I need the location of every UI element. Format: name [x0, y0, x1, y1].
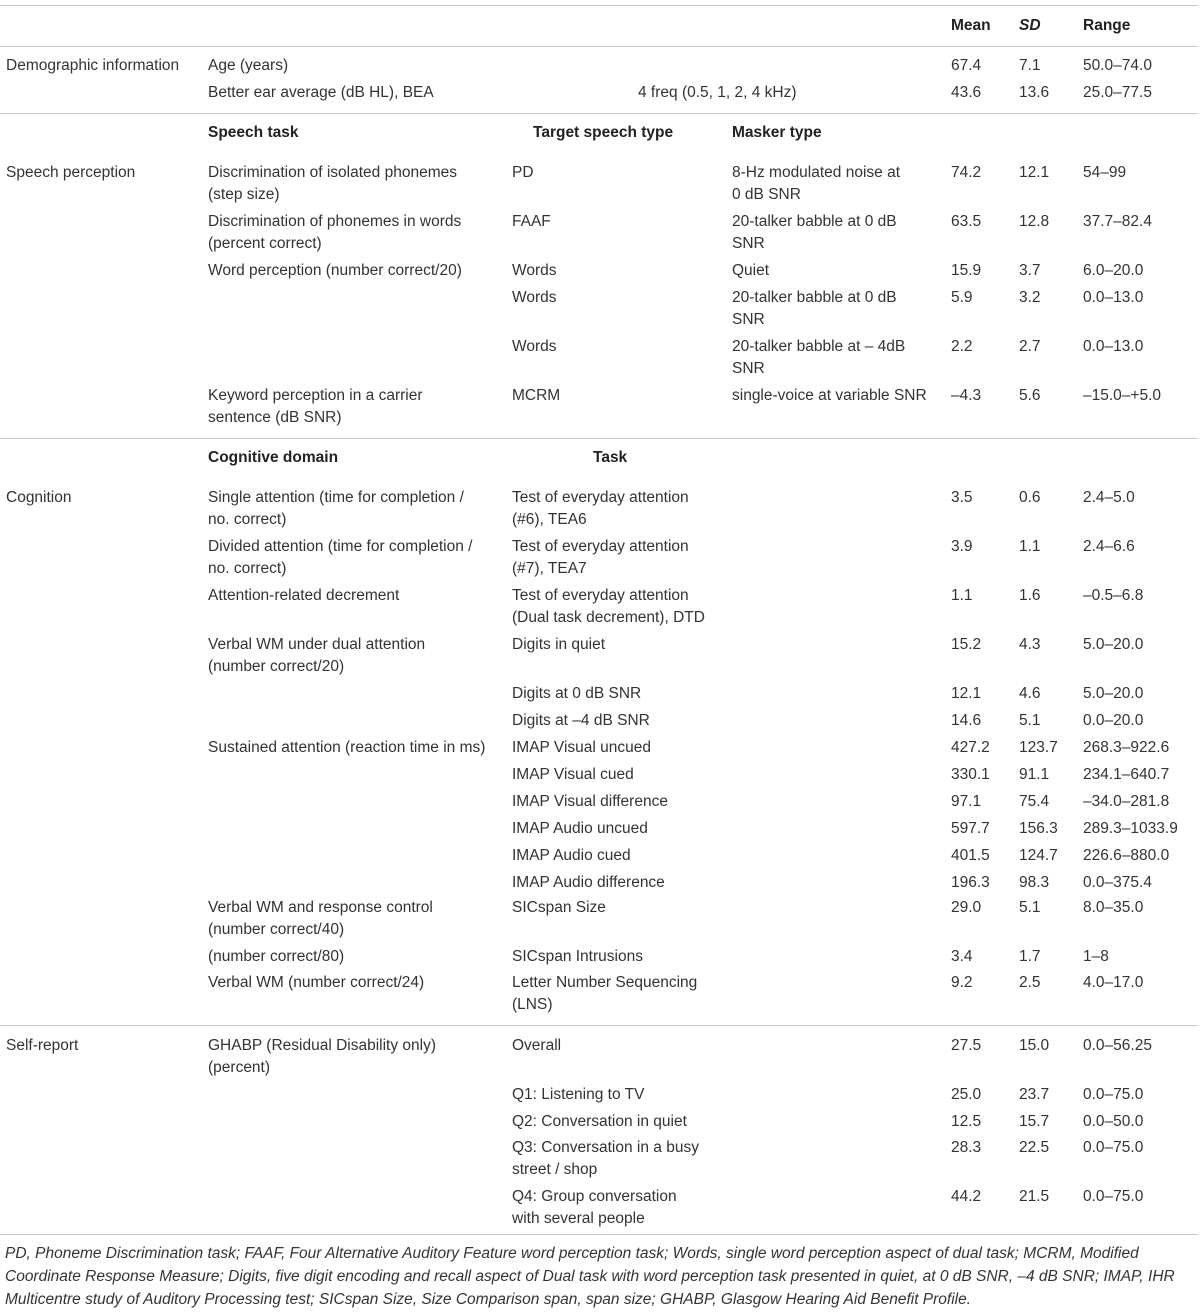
- cell-task: SICspan Size: [512, 899, 606, 916]
- cell-cognitive-domain: (number correct/20): [208, 658, 345, 675]
- cell-mean: 29.0: [951, 899, 982, 916]
- cell-range: 6.0–20.0: [1083, 262, 1144, 279]
- cell-range: 5.0–20.0: [1083, 685, 1144, 702]
- cell-range: 0.0–75.0: [1083, 1139, 1144, 1156]
- cell-sd: 15.0: [1019, 1037, 1050, 1054]
- cell-sd: 1.7: [1019, 948, 1041, 965]
- cell-mean: 15.9: [951, 262, 982, 279]
- cell-task: street / shop: [512, 1161, 598, 1178]
- cell-mean: 3.4: [951, 948, 973, 965]
- cell-masker-type: 20-talker babble at – 4dB: [732, 338, 906, 355]
- cell-sd: 156.3: [1019, 820, 1058, 837]
- cell-masker-type: 20-talker babble at 0 dB: [732, 289, 897, 306]
- cell-mean: 28.3: [951, 1139, 982, 1156]
- cell-speech-task: (step size): [208, 186, 280, 203]
- cell-sd: 4.6: [1019, 685, 1041, 702]
- cell-mean: 427.2: [951, 739, 990, 756]
- column-header-mean: Mean: [951, 17, 991, 34]
- cell-task: (#6), TEA6: [512, 511, 587, 528]
- cell-mean: 63.5: [951, 213, 982, 230]
- cell-task: IMAP Audio uncued: [512, 820, 648, 837]
- cell-mean: 597.7: [951, 820, 990, 837]
- cell-mean: 196.3: [951, 874, 990, 891]
- section-rule: [0, 113, 1198, 114]
- cell-mean: 12.1: [951, 685, 982, 702]
- cell-cognitive-domain: Verbal WM and response control: [208, 899, 433, 916]
- cell-cognitive-domain: no. correct): [208, 560, 287, 577]
- cell-sd: 5.1: [1019, 712, 1041, 729]
- cell-masker-type: SNR: [732, 235, 765, 252]
- cell-range: 37.7–82.4: [1083, 213, 1152, 230]
- cell-mean: 97.1: [951, 793, 982, 810]
- cell-range: 5.0–20.0: [1083, 636, 1144, 653]
- cell-sd: 12.1: [1019, 164, 1050, 181]
- cell-mean: –4.3: [951, 387, 982, 404]
- cell-range: –15.0–+5.0: [1083, 387, 1162, 404]
- cell-speech-task: Discrimination of phonemes in words: [208, 213, 462, 230]
- cell-range: 2.4–5.0: [1083, 489, 1135, 506]
- cell-mean: 44.2: [951, 1188, 982, 1205]
- cell-task: SICspan Intrusions: [512, 948, 643, 965]
- cell-mean: 25.0: [951, 1086, 982, 1103]
- cell-range: 54–99: [1083, 164, 1127, 181]
- cell-range: 0.0–13.0: [1083, 289, 1144, 306]
- cell-cognitive-domain: Verbal WM under dual attention: [208, 636, 426, 653]
- cell-task: IMAP Audio difference: [512, 874, 665, 891]
- section-self-report: Self-report: [6, 1037, 79, 1054]
- cell-task: Q2: Conversation in quiet: [512, 1113, 687, 1130]
- section-demographic: Demographic information: [6, 57, 180, 74]
- cell-task: (Dual task decrement), DTD: [512, 609, 705, 626]
- cell-sd: 12.8: [1019, 213, 1050, 230]
- cell-cognitive-domain: Attention-related decrement: [208, 587, 400, 604]
- cell-masker-type: 20-talker babble at 0 dB: [732, 213, 897, 230]
- cell-mean: 3.5: [951, 489, 973, 506]
- cell-speech-task: sentence (dB SNR): [208, 409, 342, 426]
- cell-sd: 4.3: [1019, 636, 1041, 653]
- cell-sd: 1.6: [1019, 587, 1041, 604]
- cell-cognitive-domain: GHABP (Residual Disability only): [208, 1037, 436, 1054]
- bea-sd: 13.6: [1019, 84, 1050, 101]
- cell-mean: 330.1: [951, 766, 990, 783]
- cell-task: IMAP Visual uncued: [512, 739, 652, 756]
- cell-cognitive-domain: (number correct/40): [208, 921, 345, 938]
- cell-masker-type: SNR: [732, 311, 765, 328]
- cell-mean: 1.1: [951, 587, 973, 604]
- cell-cognitive-domain: no. correct): [208, 511, 287, 528]
- cell-range: 234.1–640.7: [1083, 766, 1170, 783]
- cell-sd: 124.7: [1019, 847, 1058, 864]
- top-rule: [0, 5, 1198, 6]
- section-cognition: Cognition: [6, 489, 72, 506]
- cell-masker-type: Quiet: [732, 262, 770, 279]
- cell-mean: 2.2: [951, 338, 973, 355]
- cell-mean: 3.9: [951, 538, 973, 555]
- cell-range: 226.6–880.0: [1083, 847, 1170, 864]
- cell-masker-type: SNR: [732, 360, 765, 377]
- cell-cognitive-domain: (percent): [208, 1059, 271, 1076]
- header-target-speech-type: Target speech type: [533, 124, 674, 141]
- cell-range: –0.5–6.8: [1083, 587, 1144, 604]
- cell-mean: 74.2: [951, 164, 982, 181]
- cell-task: Test of everyday attention: [512, 489, 689, 506]
- cell-task: Digits at 0 dB SNR: [512, 685, 642, 702]
- cell-range: 8.0–35.0: [1083, 899, 1144, 916]
- header-task: Task: [593, 449, 628, 466]
- header-rule: [0, 46, 1198, 47]
- cell-range: 268.3–922.6: [1083, 739, 1170, 756]
- cell-range: 0.0–375.4: [1083, 874, 1152, 891]
- cell-sd: 3.7: [1019, 262, 1041, 279]
- cell-target-speech-type: Words: [512, 262, 557, 279]
- column-header-sd: SD: [1019, 17, 1041, 34]
- header-cognitive-domain: Cognitive domain: [208, 449, 339, 466]
- header-masker-type: Masker type: [732, 124, 822, 141]
- cell-range: –34.0–281.8: [1083, 793, 1170, 810]
- cell-speech-task: Discrimination of isolated phonemes: [208, 164, 457, 181]
- bea-detail: 4 freq (0.5, 1, 2, 4 kHz): [638, 84, 797, 101]
- bottom-rule: [0, 1234, 1198, 1235]
- cell-sd: 91.1: [1019, 766, 1050, 783]
- cell-speech-task: Word perception (number correct/20): [208, 262, 462, 279]
- cell-sd: 98.3: [1019, 874, 1050, 891]
- section-rule: [0, 438, 1198, 439]
- cell-mean: 9.2: [951, 974, 973, 991]
- cell-sd: 23.7: [1019, 1086, 1050, 1103]
- cell-range: 4.0–17.0: [1083, 974, 1144, 991]
- cell-task: Digits in quiet: [512, 636, 606, 653]
- cell-sd: 5.1: [1019, 899, 1041, 916]
- cell-cognitive-domain: Divided attention (time for completion /: [208, 538, 473, 555]
- age-sd: 7.1: [1019, 57, 1041, 74]
- cell-sd: 75.4: [1019, 793, 1050, 810]
- cell-task: with several people: [512, 1210, 645, 1227]
- cell-task: Test of everyday attention: [512, 538, 689, 555]
- cell-mean: 401.5: [951, 847, 990, 864]
- cell-sd: 0.6: [1019, 489, 1041, 506]
- cell-range: 0.0–20.0: [1083, 712, 1144, 729]
- cell-task: Digits at –4 dB SNR: [512, 712, 650, 729]
- cell-range: 289.3–1033.9: [1083, 820, 1178, 837]
- cell-cognitive-domain: (number correct/80): [208, 948, 345, 965]
- cell-range: 0.0–56.25: [1083, 1037, 1152, 1054]
- age-mean: 67.4: [951, 57, 982, 74]
- column-header-range: Range: [1083, 17, 1131, 34]
- cell-task: Q3: Conversation in a busy: [512, 1139, 699, 1156]
- cell-cognitive-domain: Verbal WM (number correct/24): [208, 974, 425, 991]
- cell-task: IMAP Visual cued: [512, 766, 634, 783]
- cell-sd: 123.7: [1019, 739, 1058, 756]
- header-speech-task: Speech task: [208, 124, 299, 141]
- cell-target-speech-type: MCRM: [512, 387, 561, 404]
- cell-mean: 15.2: [951, 636, 982, 653]
- cell-cognitive-domain: Single attention (time for completion /: [208, 489, 464, 506]
- bea-range: 25.0–77.5: [1083, 84, 1152, 101]
- cell-masker-type: 0 dB SNR: [732, 186, 801, 203]
- cell-mean: 12.5: [951, 1113, 982, 1130]
- cell-sd: 2.5: [1019, 974, 1041, 991]
- cell-target-speech-type: PD: [512, 164, 534, 181]
- cell-target-speech-type: Words: [512, 289, 557, 306]
- cell-sd: 21.5: [1019, 1188, 1050, 1205]
- cell-task: Test of everyday attention: [512, 587, 689, 604]
- cell-task: (#7), TEA7: [512, 560, 587, 577]
- cell-sd: 3.2: [1019, 289, 1041, 306]
- cell-range: 2.4–6.6: [1083, 538, 1135, 555]
- cell-mean: 14.6: [951, 712, 982, 729]
- cell-sd: 1.1: [1019, 538, 1041, 555]
- cell-range: 0.0–13.0: [1083, 338, 1144, 355]
- cell-task: (LNS): [512, 996, 553, 1013]
- cell-task: Overall: [512, 1037, 562, 1054]
- cell-sd: 22.5: [1019, 1139, 1050, 1156]
- table-footnote: PD, Phoneme Discrimination task; FAAF, Four Alternative Auditory Feature word perception task; Words, single word perception aspect of dual task; MCRM, Modified Coordinate Response Measure; Digits, five digit encoding and recall aspect of Dual task with word perception task presented in quiet, at 0 dB SNR, –4 dB SNR; IMAP, IHR Multicentre study of Auditory Processing test; SICspan Size, Size Comparison span, span size; GHABP, Glasgow Hearing Aid Benefit Profile.: [5, 1245, 1175, 1308]
- cell-masker-type: 8-Hz modulated noise at: [732, 164, 901, 181]
- cell-sd: 15.7: [1019, 1113, 1050, 1130]
- age-range: 50.0–74.0: [1083, 57, 1152, 74]
- cell-target-speech-type: FAAF: [512, 213, 551, 230]
- cell-task: IMAP Audio cued: [512, 847, 631, 864]
- cell-mean: 27.5: [951, 1037, 982, 1054]
- cell-sd: 2.7: [1019, 338, 1041, 355]
- cell-range: 0.0–50.0: [1083, 1113, 1144, 1130]
- cell-task: Q4: Group conversation: [512, 1188, 677, 1205]
- cell-task: IMAP Visual difference: [512, 793, 668, 810]
- bea-mean: 43.6: [951, 84, 982, 101]
- cell-cognitive-domain: Sustained attention (reaction time in ms): [208, 739, 486, 756]
- cell-speech-task: Keyword perception in a carrier: [208, 387, 423, 404]
- cell-speech-task: (percent correct): [208, 235, 322, 252]
- cell-sd: 5.6: [1019, 387, 1041, 404]
- cell-masker-type: single-voice at variable SNR: [732, 387, 927, 404]
- cell-task: Letter Number Sequencing: [512, 974, 698, 991]
- cell-range: 0.0–75.0: [1083, 1188, 1144, 1205]
- age-label: Age (years): [208, 57, 289, 74]
- bea-label: Better ear average (dB HL), BEA: [208, 84, 434, 101]
- cell-mean: 5.9: [951, 289, 973, 306]
- section-rule: [0, 1025, 1198, 1026]
- cell-range: 1–8: [1083, 948, 1109, 965]
- cell-range: 0.0–75.0: [1083, 1086, 1144, 1103]
- cell-target-speech-type: Words: [512, 338, 557, 355]
- section-speech: Speech perception: [6, 164, 136, 181]
- cell-task: Q1: Listening to TV: [512, 1086, 645, 1103]
